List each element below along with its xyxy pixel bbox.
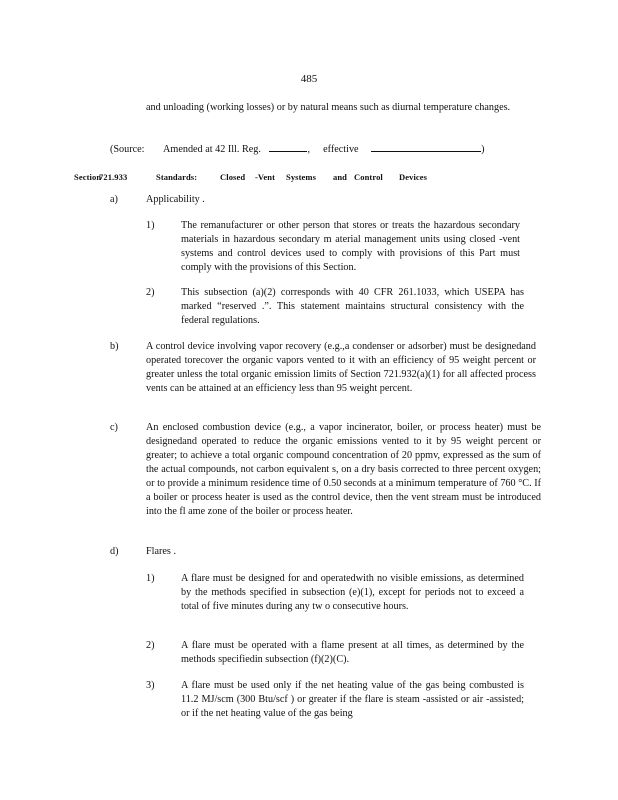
item-d1-text: A flare must be designed for and operatedwith no visible emissions, as determined by the methods specified in subsection (e)(1), except for periods not to exceed a total of five minutes during any tw o consecutive hours. [181, 573, 524, 612]
item-a2-text: This subsection (a)(2) corresponds with 40 CFR 261.1033, which USEPA has marked “reserved .”. This statement maintains structural consistency with the federal regulations. [181, 287, 524, 326]
page-number: 485 [300, 73, 318, 85]
source-effective: effective [323, 144, 359, 155]
section-word-systems: Systems [286, 172, 316, 182]
item-a-text: Applicability . [146, 194, 205, 205]
source-open: (Source: [110, 144, 145, 155]
section-word-and: and [333, 172, 348, 182]
section-number: 721.933 [99, 172, 128, 182]
section-word-devices: Devices [399, 172, 428, 182]
section-word-standards: Standards: [156, 172, 198, 182]
section-word-vent: -Vent [255, 172, 276, 182]
item-d-label: d) [110, 546, 119, 557]
item-d2-label: 2) [146, 640, 155, 651]
item-d-text: Flares . [146, 546, 176, 557]
item-c-label: c) [110, 422, 118, 433]
item-a2-label: 2) [146, 287, 155, 298]
item-b-label: b) [110, 341, 119, 352]
source-amended: Amended at 42 Ill. Reg. [163, 144, 261, 155]
item-d1-label: 1) [146, 573, 155, 584]
section-word-closed: Closed [220, 172, 246, 182]
item-a1-text: The remanufacturer or other person that stores or treats the hazardous secondary materials in hazardous secondary m aterial management units using closed -vent systems and control devices used to comply with provisions of this Part must comply with the provisions of this Section. [181, 220, 520, 273]
intro-paragraph: and unloading (working losses) or by natural means such as diurnal temperature changes. [146, 102, 511, 113]
item-a1-label: 1) [146, 220, 155, 231]
source-close: ) [481, 144, 485, 155]
item-d3-text: A flare must be used only if the net heating value of the gas being combusted is 11.2 MJ/scm (300 Btu/scf ) or greater if the flare is steam -assisted or air -assisted; or if the net heating value of the gas being [181, 680, 524, 719]
section-word-control: Control [354, 172, 383, 182]
source-comma: , [307, 144, 311, 155]
item-d2-text: A flare must be operated with a flame present at all times, as determined by the methods specifiedin subsection (f)(2)(C). [181, 640, 524, 665]
item-b-text: A control device involving vapor recovery (e.g.,a condenser or adsorber) must be designedand operated torecover the organic vapors vented to it with an efficiency of 95 weight percent or greater unless the total organic emission limits of Section 721.932(a)(1) for all affected process vents can be attained at an efficiency less than 95 weight percent. [146, 341, 536, 394]
source-note [110, 142, 530, 157]
item-c-text: An enclosed combustion device (e.g., a vapor incinerator, boiler, or process heater) must be designedand operated to reduce the organic emissions vented to it by 95 weight percent or greater; to achieve a total organic compound concentration of 20 ppmv, expressed as the sum of the actual compounds, not carbon equivalent s, on a dry basis corrected to three percent oxygen; or to provide a minimum residence time of 0.50 seconds at a minimum temperature of 760 °C. If a boiler or process heater is used as the control device, then the vent stream must be introduced into the fl ame zone of the boiler or process heater. [146, 422, 541, 517]
register-blank [269, 142, 307, 152]
item-a-label: a) [110, 194, 118, 205]
item-d3-label: 3) [146, 680, 155, 691]
effective-date-blank [371, 142, 481, 152]
section-label: Section [74, 172, 102, 182]
